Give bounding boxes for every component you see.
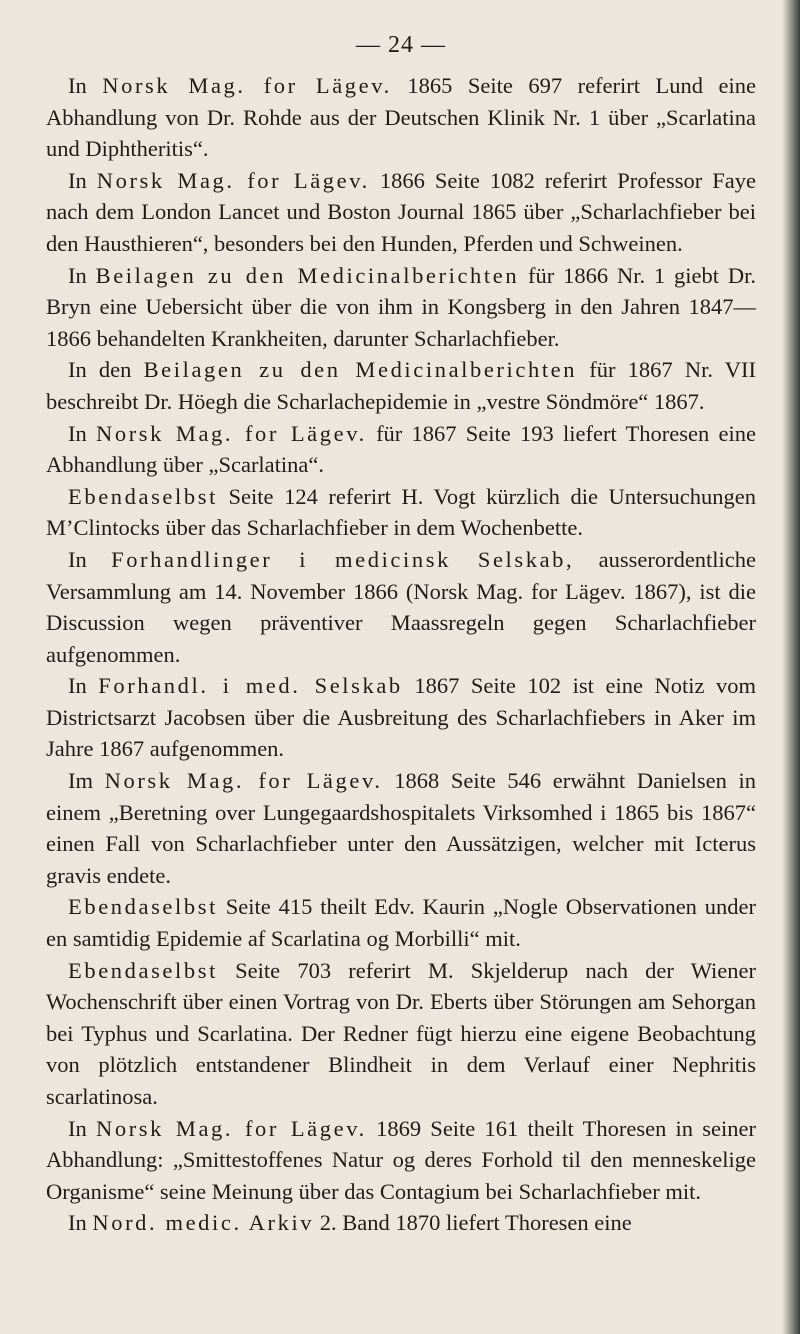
source-title: Ebendaselbst: [68, 483, 218, 509]
source-title: Nord. medic. Arkiv: [92, 1210, 315, 1236]
source-title: Beilagen zu den Medicinalberichten: [95, 262, 520, 288]
paragraph: [46, 1207, 756, 1239]
paragraph-lead: In: [68, 1210, 87, 1236]
paragraph-lead: In: [68, 167, 87, 193]
paragraph-text: für 1866 Nr. 1 giebt Dr. Bryn eine Uebersicht über die von ihm in Kongsberg in den Jahren 1847—1866 behandelten Krankheiten, darunter Scharlachfieber.: [46, 262, 756, 351]
source-title: Forhandlinger i medicinsk Selskab,: [111, 546, 575, 572]
paragraph: [46, 765, 756, 891]
binding-gutter-shadow: [782, 0, 800, 1334]
source-title: Forhandl. i med. Selskab: [98, 673, 403, 699]
source-title: Norsk Mag. for Lägev.: [96, 420, 367, 446]
source-title: Norsk Mag. for Lägev.: [102, 73, 392, 98]
paragraph: [46, 354, 756, 417]
paragraph: [46, 481, 756, 544]
source-title: Norsk Mag. for Lägev.: [96, 167, 370, 193]
source-title: Norsk Mag. for Lägev.: [96, 1115, 367, 1141]
paragraph-text: Seite 703 referirt M. Skjelderup nach der Wiener Wochenschrift über einen Vortrag von Dr. Eberts über Störungen am Sehorgan bei Typhus und Scarlatina. Der Redner fügt hierzu eine eigene Beobachtung von plötzlich entstandener Blindheit in dem Verlauf einer Nephritis scarlatinosa.: [46, 957, 757, 1109]
paragraph-lead: In: [68, 73, 87, 98]
source-title: Beilagen zu den Medicinalberichten: [143, 357, 578, 383]
body-text: [46, 70, 756, 1239]
paragraph: [46, 891, 756, 954]
paragraph-text: ausserordentliche Versammlung am 14. November 1866 (Norsk Mag. for Lägev. 1867), ist die Discussion wegen präventiver Maassregeln gegen Scharlachfieber aufgenommen.: [46, 546, 757, 667]
paragraph: [46, 260, 756, 355]
paragraph-text: 1869 Seite 161 theilt Thoresen in seiner Abhandlung: „Smittestoffenes Natur og deres Forhold til den menneskelige Organisme“ seine Meinung über das Contagium bei Scharlachfieber mit.: [46, 1115, 757, 1204]
paragraph: [46, 165, 756, 260]
paragraph-text: Seite 124 referirt H. Vogt kürzlich die Untersuchungen M’Clintocks über das Scharlachfieber in dem Wochenbette.: [46, 483, 757, 541]
paragraph-text: Seite 415 theilt Edv. Kaurin „Nogle Observationen under en samtidig Epidemie af Scarlatina og Morbilli“ mit.: [46, 894, 757, 952]
source-title: Norsk Mag. for Lägev.: [104, 768, 383, 794]
paragraph-lead: In: [68, 420, 87, 446]
paragraph-lead: In: [68, 546, 87, 572]
paragraph-text: 1867 Seite 102 ist eine Notiz vom Districtsarzt Jacobsen über die Ausbreitung des Scharlachfiebers in Aker im Jahre 1867 aufgenommen.: [46, 673, 757, 762]
paragraph-lead: In: [68, 673, 87, 699]
paragraph: [46, 544, 756, 670]
source-title: Ebendaselbst: [68, 894, 218, 920]
paragraph-text: 1868 Seite 546 erwähnt Danielsen in einem „Beretning over Lungegaardshospitalets Virksomhed i 1865 bis 1867“ einen Fall von Scharlachfieber unter den Aussätzigen, welcher mit Icterus gravis endete.: [46, 768, 756, 888]
paragraph-lead: In: [68, 1115, 87, 1141]
paragraph-lead: In den: [68, 357, 132, 383]
paragraph-text: 1866 Seite 1082 referirt Professor Faye nach dem London Lancet und Boston Journal 1865 über „Scharlachfieber bei den Hausthieren“, besonders bei den Hunden, Pferden und Schweinen.: [46, 167, 756, 256]
paragraph-text: 1865 Seite 697 referirt Lund eine Abhandlung von Dr. Rohde aus der Deutschen Klinik Nr. 1 über „Scarlatina und Diphtheritis“.: [46, 73, 756, 162]
source-title: Ebendaselbst: [68, 957, 218, 983]
paragraph-lead: In: [68, 262, 87, 288]
paragraph-lead: Im: [68, 768, 93, 794]
paragraph-text: für 1867 Seite 193 liefert Thoresen eine Abhandlung über „Scarlatina“.: [46, 420, 756, 478]
paragraph-text: 2. Band 1870 liefert Thoresen eine: [319, 1210, 632, 1236]
paragraph: [46, 70, 756, 165]
paragraph: [46, 418, 756, 481]
paragraph: [46, 670, 756, 765]
paragraph: [46, 1113, 756, 1208]
paragraph: [46, 955, 756, 1113]
page-number: — 24 —: [356, 32, 446, 58]
paragraph-text: für 1867 Nr. VII beschreibt Dr. Höegh die Scharlachepidemie in „vestre Söndmöre“ 1867.: [46, 357, 756, 414]
